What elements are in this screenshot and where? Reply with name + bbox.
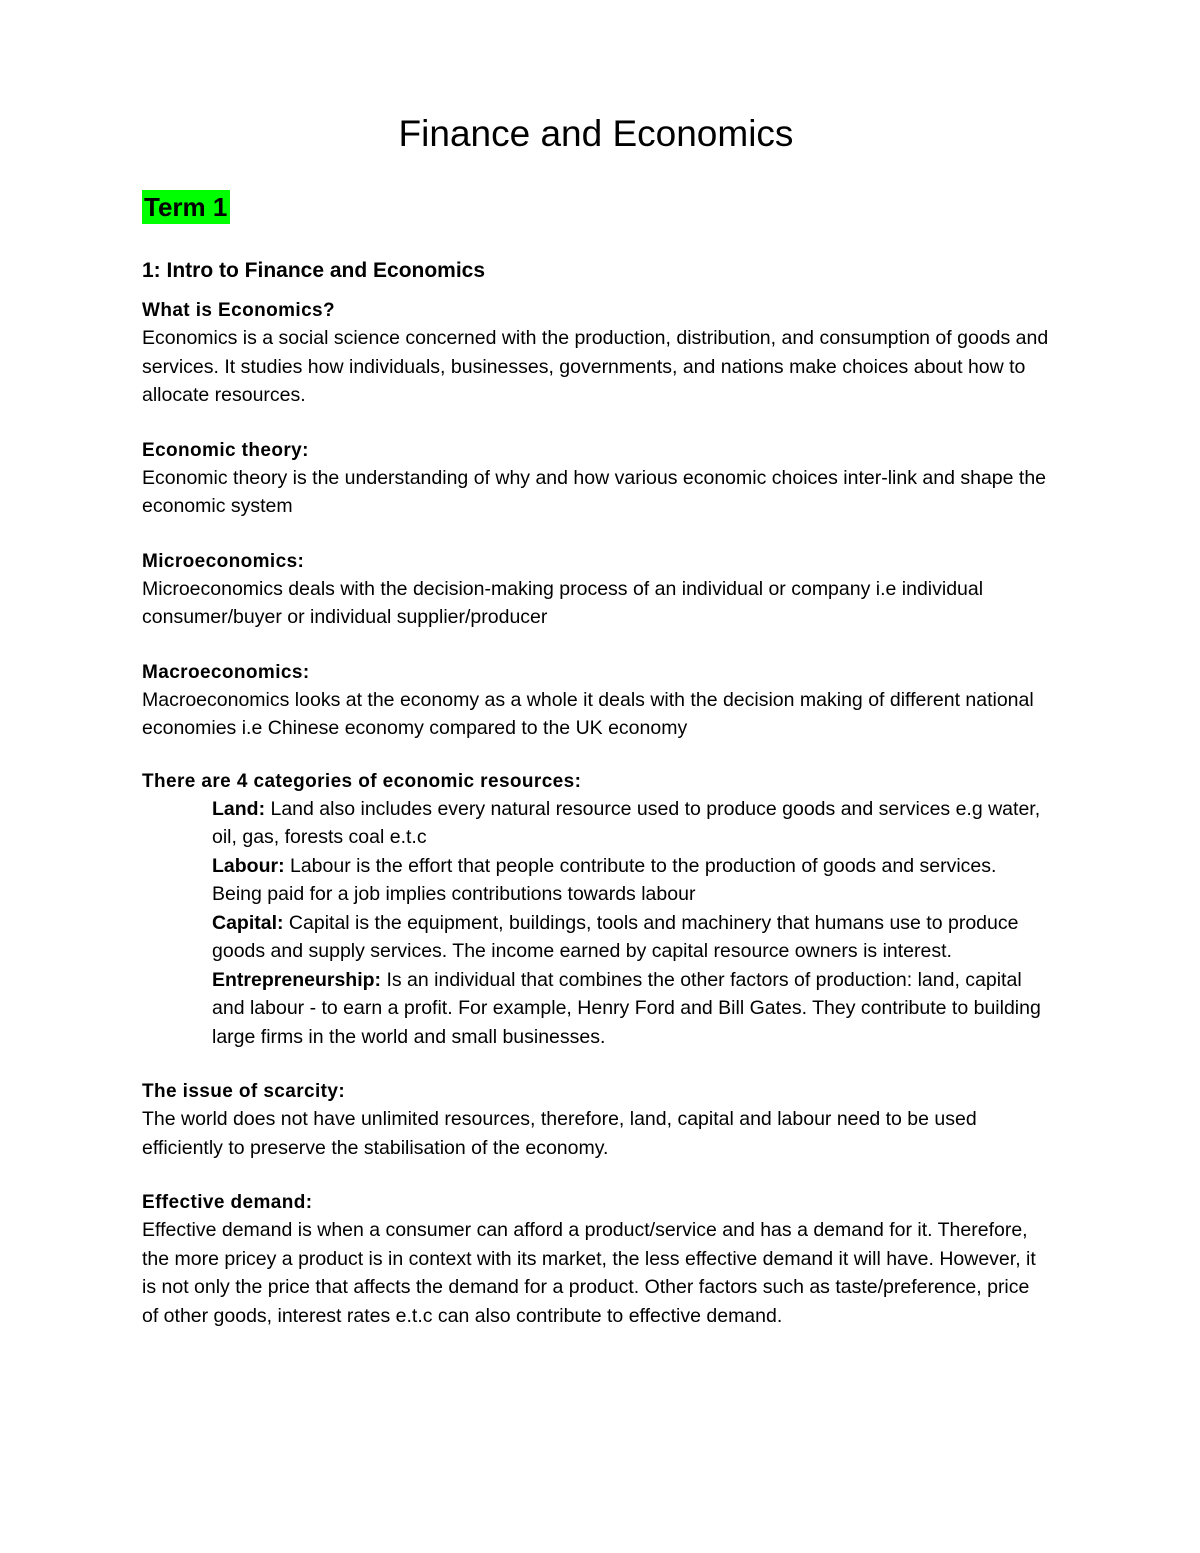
- term-label: Term 1: [142, 190, 230, 224]
- top-blocks: [142, 298, 1050, 743]
- bottom-blocks: [142, 1079, 1050, 1330]
- definition-heading: Economic theory:: [142, 439, 309, 461]
- definition-text: Effective demand is when a consumer can afford a product/service and has a demand for it. Therefore, the more pricey a product is in context with its market, the less effective demand it will have. However, it is not only the price that affects the demand for a product. Other factors such as taste/preference, price of other goods, interest rates e.t.c can also contribute to effective demand.: [142, 1219, 1036, 1327]
- term-heading: [142, 190, 1050, 226]
- definition-heading: What is Economics?: [142, 300, 336, 321]
- resource-item-capital: [212, 909, 1050, 966]
- resources-list: [142, 795, 1050, 1052]
- resource-text: Land also includes every natural resource used to produce goods and services e.g water, oil, gas, forests coal e.t.c: [212, 797, 1041, 848]
- definition-block-economic-theory: [142, 438, 1050, 521]
- resource-item-entrepreneurship: [212, 966, 1050, 1052]
- definition-heading: Effective demand:: [142, 1192, 313, 1213]
- definition-block-economics: [142, 298, 1050, 410]
- definition-text: The world does not have unlimited resources, therefore, land, capital and labour need to be used efficiently to preserve the stabilisation of the economy.: [142, 1108, 977, 1159]
- definition-heading: Microeconomics:: [142, 550, 305, 572]
- definition-block-effective-demand: [142, 1190, 1050, 1330]
- resource-text: Labour is the effort that people contribute to the production of goods and services. Being paid for a job implies contributions towards labour: [212, 854, 997, 905]
- resource-text: Capital is the equipment, buildings, tools and machinery that humans use to produce goods and supply services. The income earned by capital resource owners is interest.: [212, 911, 1019, 962]
- definition-text: Microeconomics deals with the decision-making process of an individual or company i.e individual consumer/buyer or individual supplier/producer: [142, 577, 984, 628]
- definition-text: Economics is a social science concerned with the production, distribution, and consumption of goods and services. It studies how individuals, businesses, governments, and nations make choices about how to allocate resources.: [142, 327, 1049, 406]
- resource-name: Labour:: [212, 854, 285, 877]
- definition-heading: Macroeconomics:: [142, 661, 310, 683]
- document-title: Finance and Economics: [398, 113, 794, 154]
- resource-name: Land:: [212, 797, 266, 820]
- resource-item-labour: [212, 852, 1050, 909]
- definition-text: Macroeconomics looks at the economy as a whole it deals with the decision making of different national economies i.e Chinese economy compared to the UK economy: [142, 688, 1034, 739]
- definition-block-scarcity: [142, 1079, 1050, 1162]
- definition-heading: The issue of scarcity:: [142, 1081, 346, 1102]
- resource-text: Is an individual that combines the other factors of production: land, capital and labour - to earn a profit. For example, Henry Ford and Bill Gates. They contribute to building large firms in the world and small businesses.: [212, 968, 1041, 1048]
- resource-name: Entrepreneurship:: [212, 968, 382, 991]
- resource-item-land: [212, 795, 1050, 852]
- definition-block-microeconomics: [142, 549, 1050, 632]
- resources-section: [142, 769, 1050, 1052]
- resources-heading: There are 4 categories of economic resources:: [142, 770, 582, 792]
- resource-name: Capital:: [212, 911, 284, 934]
- section-heading: 1: Intro to Finance and Economics: [142, 259, 486, 282]
- definition-text: Economic theory is the understanding of why and how various economic choices inter-link and shape the economic system: [142, 466, 1047, 517]
- definition-block-macroeconomics: [142, 660, 1050, 743]
